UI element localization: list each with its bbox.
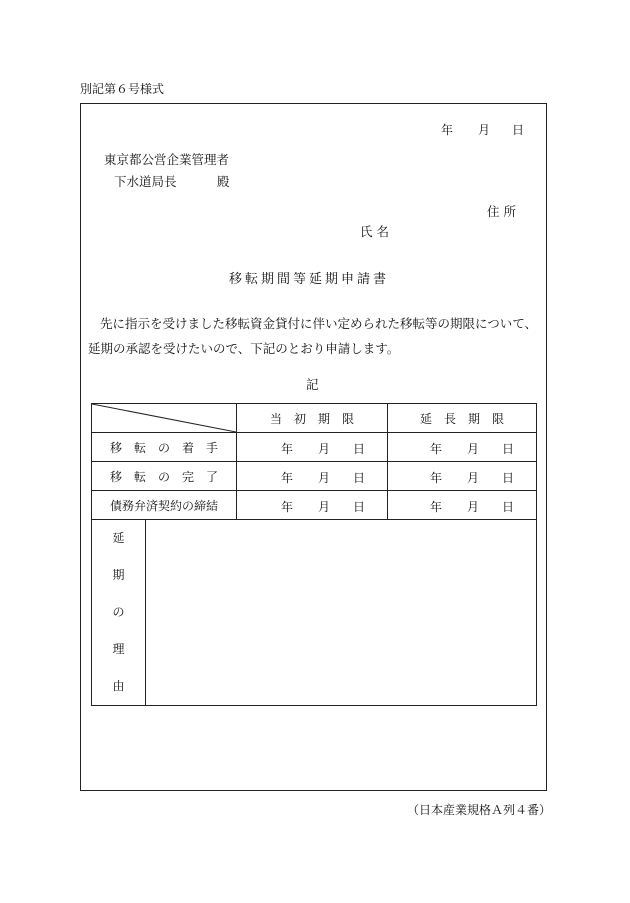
reason-label-cell: 延 期 の 理 由 [92,520,146,706]
row-label: 移 転 の 完 了 [92,462,237,491]
row-label: 移 転 の 着 手 [92,433,237,462]
addressee-office: 下水道局長 [114,174,177,189]
addressee-honorific: 殿 [217,174,230,189]
original-date-cell: 年 月 日 [237,491,388,520]
date-month: 月 [478,123,491,137]
reason-row [92,520,537,706]
header-extended-deadline: 延 長 期 限 [388,404,537,433]
paper-size-note: （日本産業規格Ａ列４番） [407,803,552,817]
date-year: 年 [441,123,454,137]
table-row [92,491,537,520]
ki-heading: 記 [306,377,319,392]
reason-input-area[interactable] [146,520,537,706]
original-date-cell: 年 月 日 [237,462,388,491]
addressee-org: 東京都公営企業管理者 [104,152,230,167]
diagonal-line [92,404,236,432]
diagonal-header-cell [92,404,237,433]
extended-date-cell: 年 月 日 [388,491,537,520]
extended-date-cell: 年 月 日 [388,462,537,491]
form-number-label: 別記第６号様式 [80,82,165,96]
table-header-row [92,404,537,433]
date-day: 日 [512,123,525,137]
extended-date-cell: 年 月 日 [388,433,537,462]
body-paragraph: 先に指示を受けました移転資金貸付に伴い定められた移転等の期限について、延期の承認を受けたいので、下記のとおり申請します。 [88,316,538,356]
row-label: 債務弁済契約の締結 [92,491,237,520]
table-row [92,462,537,491]
document-title: 移転期間等延期申請書 [229,272,390,287]
address-label: 住 所 [487,204,516,219]
header-original-deadline: 当 初 期 限 [237,404,388,433]
name-label: 氏 名 [360,224,389,239]
schedule-table [91,403,537,706]
original-date-cell: 年 月 日 [237,433,388,462]
table-row [92,433,537,462]
